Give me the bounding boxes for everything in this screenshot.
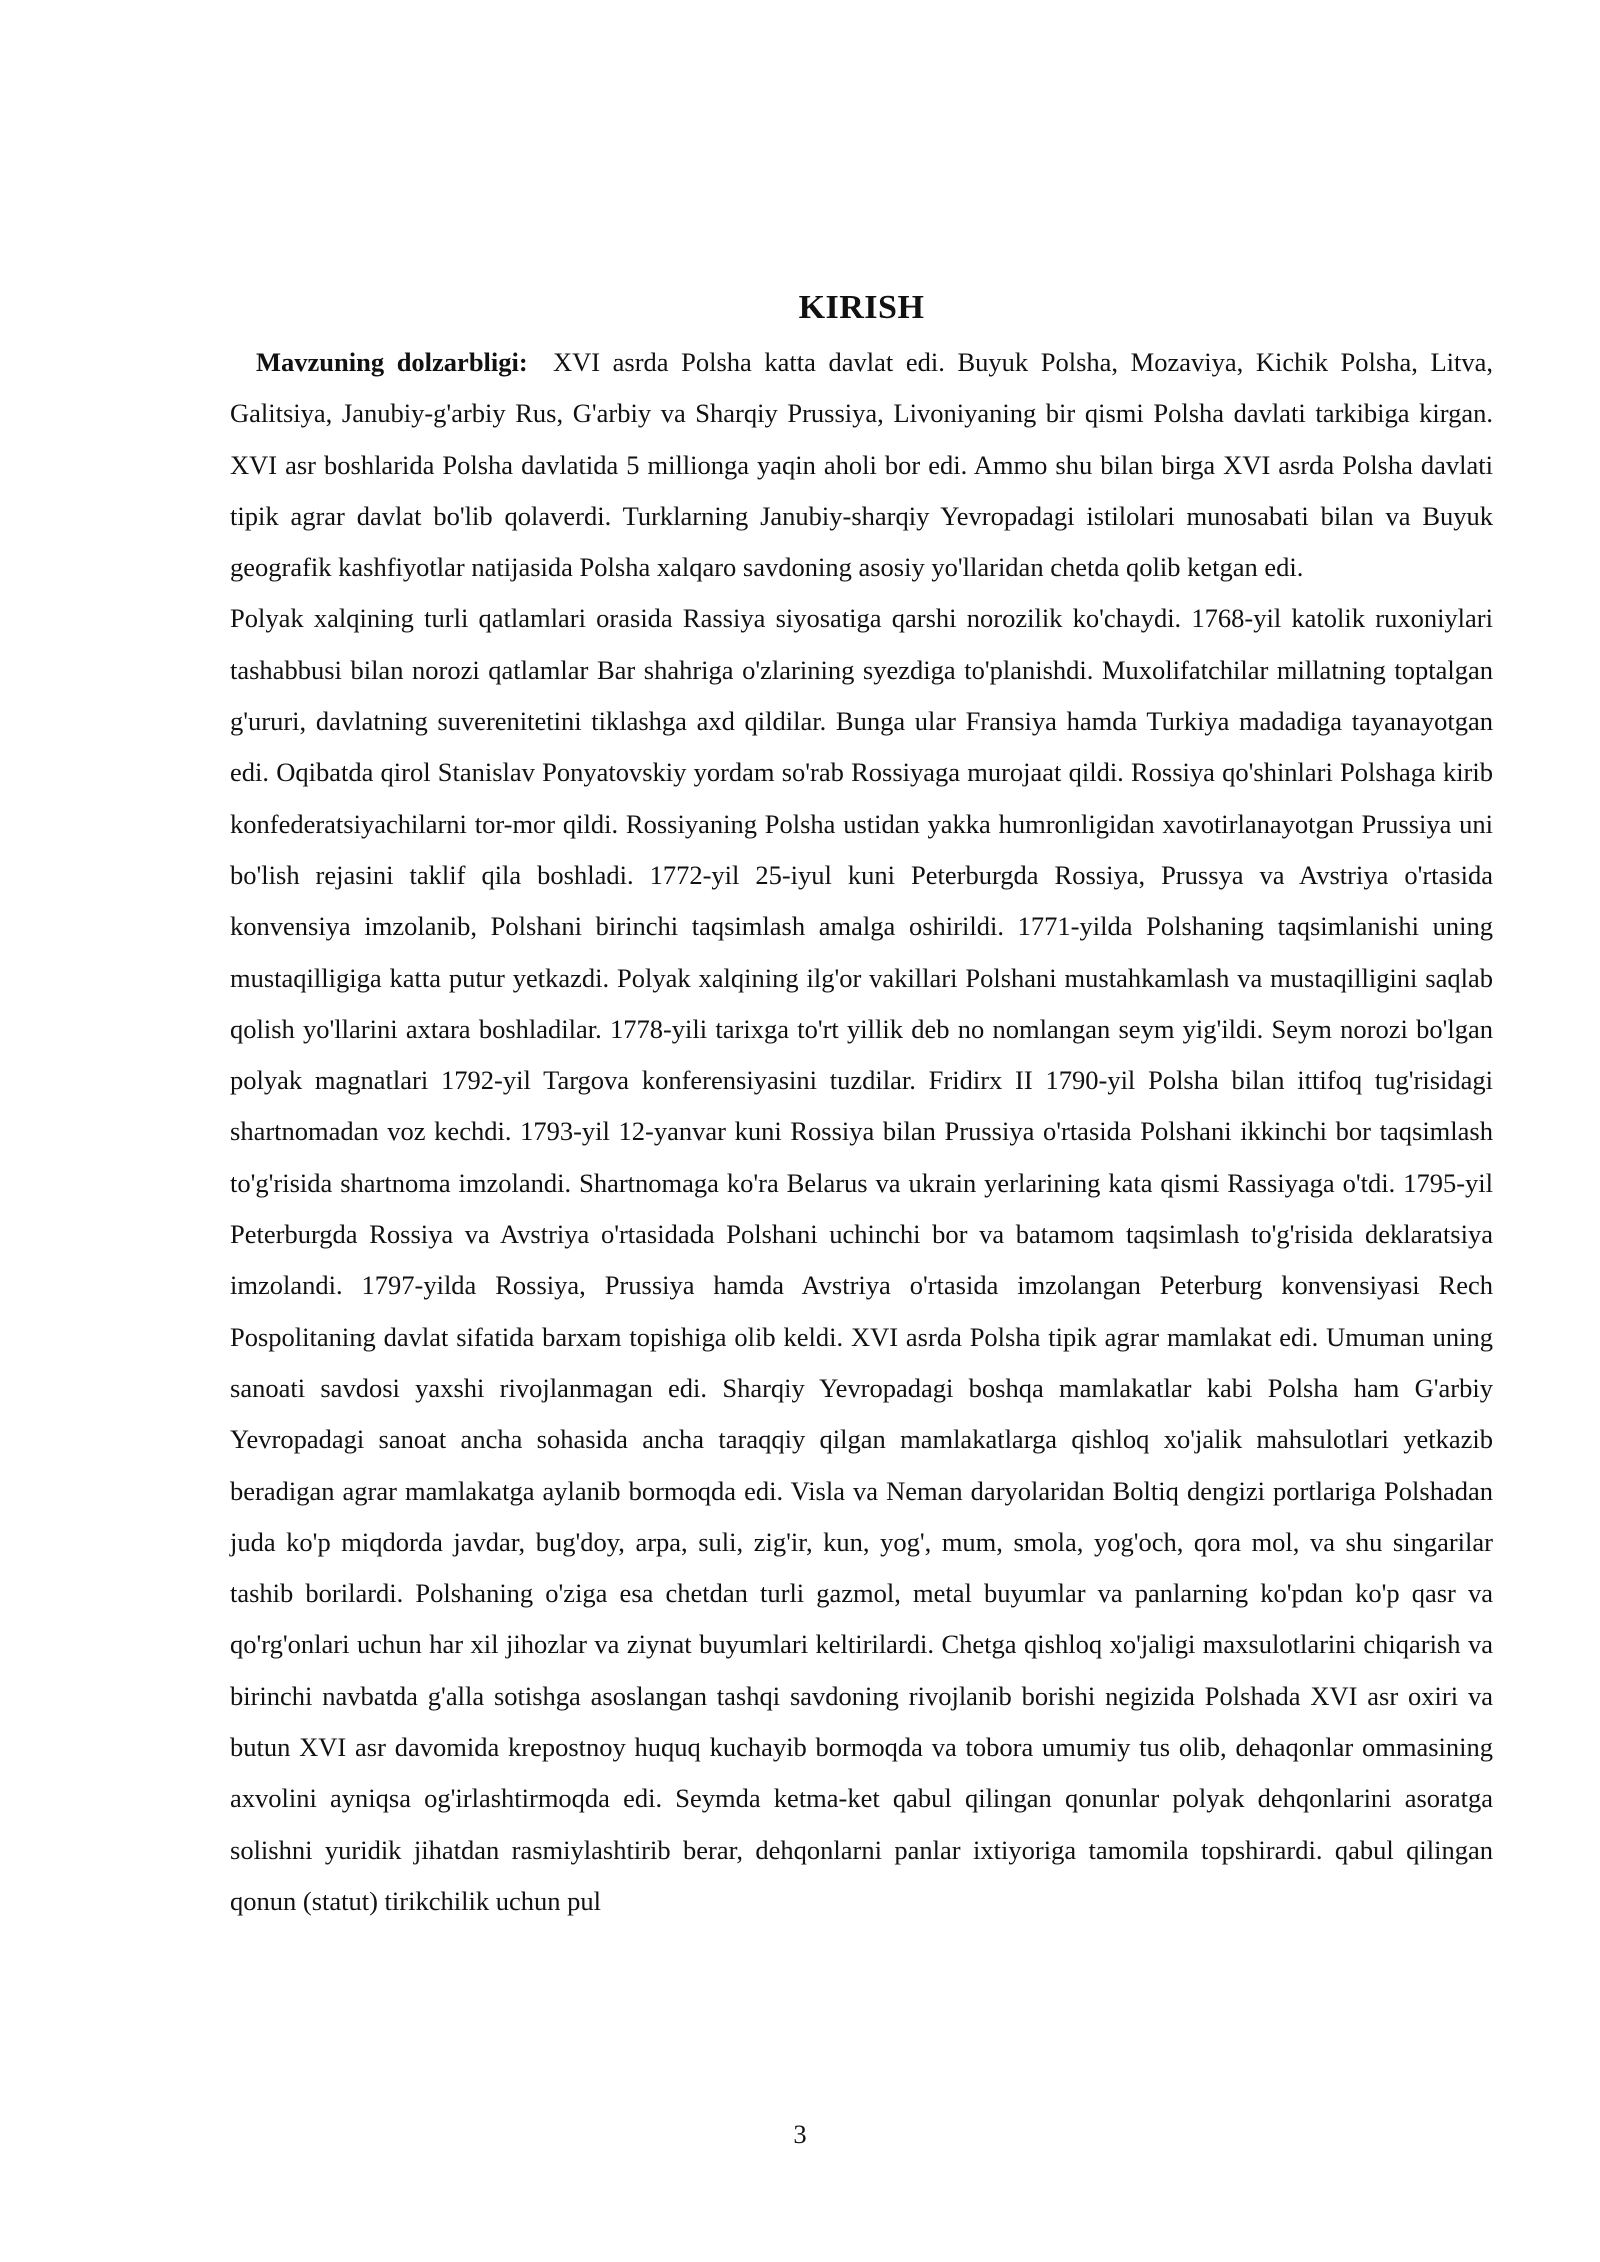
intro-paragraph (230, 337, 1493, 593)
page-content (230, 280, 1493, 1927)
page-number: 3 (793, 2119, 807, 2149)
page-title: KIRISH (798, 289, 925, 326)
intro-text: XVI asrda Polsha katta davlat edi. Buyuk Polsha, Mozaviya, Kichik Polsha, Litva, Galitsiya, Janubiy-g'arbiy Rus, G'arbiy va Sharqiy Prussiya, Livoniyaning bir qismi Polsha davlati tarkibiga kirgan. XVI asr boshlarida Polsha davlatida 5 millionga yaqin aholi bor edi. Ammo shu bilan birga XVI asrda Polsha davlati tipik agrar davlat bo'lib qolaverdi. Turklarning Janubiy-sharqiy Yevropadagi istilolari munosabati bilan va Buyuk geografik kashfiyotlar natijasida Polsha xalqaro savdoning asosiy yo'llaridan chetda qolib ketgan edi. (230, 347, 1493, 583)
intro-lead-label: Mavzuning dolzarbligi: (256, 347, 528, 377)
body-paragraph: Polyak xalqining turli qatlamlari orasida Rassiya siyosatiga qarshi norozilik ko'chaydi. 1768-yil katolik ruxoniylari tashabbusi bilan norozi qatlamlar Bar shahriga o'zlarining syezdiga to'planishdi. Muxolifatchilar millatning toptalgan g'ururi, davlatning suverenitetini tiklashga axd qildilar. Bunga ular Fransiya hamda Turkiya madadiga tayanayotgan edi. Oqibatda qirol Stanislav Ponyatovskiy yordam so'rab Rossiyaga murojaat qildi. Rossiya qo'shinlari Polshaga kirib konfederatsiyachilarni tor-mor qildi. Rossiyaning Polsha ustidan yakka humronligidan xavotirlanayotgan Prussiya uni bo'lish rejasini taklif qila boshladi. 1772-yil 25-iyul kuni Peterburgda Rossiya, Prussya va Avstriya o'rtasida konvensiya imzolanib, Polshani birinchi taqsimlash amalga oshirildi. 1771-yilda Polshaning taqsimlanishi uning mustaqilligiga katta putur yetkazdi. Polyak xalqining ilg'or vakillari Polshani mustahkamlash va mustaqilligini saqlab qolish yo'llarini axtara boshladilar. 1778-yili tarixga to'rt yillik deb no nomlangan seym yig'ildi. Seym norozi bo'lgan polyak magnatlari 1792-yil Targova konferensiyasini tuzdilar. Fridirx II 1790-yil Polsha bilan ittifoq tug'risidagi shartnomadan voz kechdi. 1793-yil 12-yanvar kuni Rossiya bilan Prussiya o'rtasida Polshani ikkinchi bor taqsimlash to'g'risida shartnoma imzolandi. Shartnomaga ko'ra Belarus va ukrain yerlarining kata qismi Rassiyaga o'tdi. 1795-yil Peterburgda Rossiya va Avstriya o'rtasidada Polshani uchinchi bor va batamom taqsimlash to'g'risida deklaratsiya imzolandi. 1797-yilda Rossiya, Prussiya hamda Avstriya o'rtasida imzolangan Peterburg konvensiyasi Rech Pospolitaning davlat sifatida barxam topishiga olib keldi. XVI asrda Polsha tipik agrar mamlakat edi. Umuman uning sanoati savdosi yaxshi rivojlanmagan edi. Sharqiy Yevropadagi boshqa mamlakatlar kabi Polsha ham G'arbiy Yevropadagi sanoat ancha sohasida ancha taraqqiy qilgan mamlakatlarga qishloq xo'jalik mahsulotlari yetkazib beradigan agrar mamlakatga aylanib bormoqda edi. Visla va Neman daryolaridan Boltiq dengizi portlariga Polshadan juda ko'p miqdorda javdar, bug'doy, arpa, suli, zig'ir, kun, yog', mum, smola, yog'och, qora mol, va shu singarilar tashib borilardi. Polshaning o'ziga esa chetdan turli gazmol, metal buyumlar va panlarning ko'pdan ko'p qasr va qo'rg'onlari uchun har xil jihozlar va ziynat buyumlari keltirilardi. Chetga qishloq xo'jaligi maxsulotlarini chiqarish va birinchi navbatda g'alla sotishga asoslangan tashqi savdoning rivojlanib borishi negizida Polshada XVI asr oxiri va butun XVI asr davomida krepostnoy huquq kuchayib bormoqda va tobora umumiy tus olib, dehaqonlar ommasining axvolini ayniqsa og'irlashtirmoqda edi. Seymda ketma-ket qabul qilingan qonunlar polyak dehqonlarini asoratga solishni yuridik jihatdan rasmiylashtirib berar, dehqonlarni panlar ixtiyoriga tamomila topshirardi. qabul qilingan qonun (statut) tirikchilik uchun pul (230, 603, 1493, 1916)
